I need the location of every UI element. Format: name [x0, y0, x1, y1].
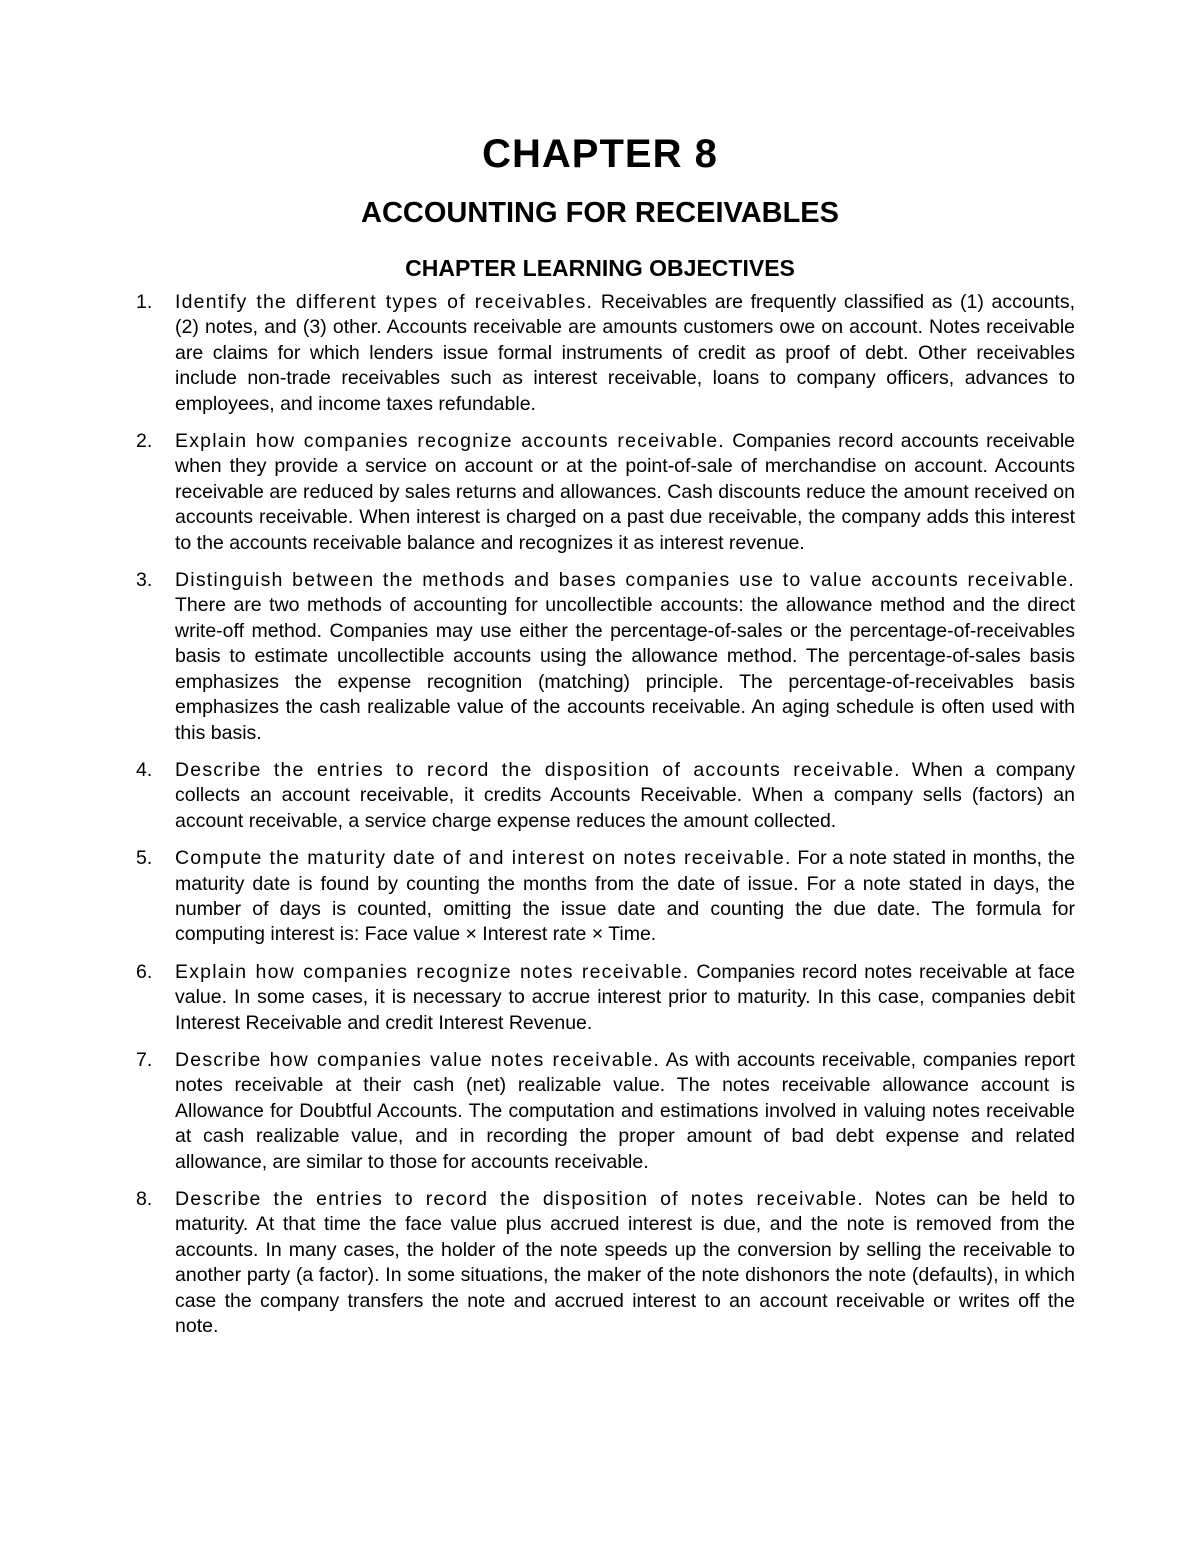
objective-item [130, 846, 1075, 948]
objective-item [130, 290, 1075, 417]
objective-text: Notes can be held to maturity. At that time the face value plus accrued interest is due, and the note is removed from the accounts. In many cases, the holder of the note speeds up the conversion by selling the receivable to another party (a factor). In some situations, the maker of the note dishonors the note (defaults), in which case the company transfers the note and accrued interest to an account receivable or writes off the note. [175, 1188, 1075, 1338]
objective-item [130, 568, 1075, 746]
objective-item [130, 1048, 1075, 1175]
objective-item [130, 1187, 1075, 1339]
objective-lead: Explain how companies recognize accounts receivable. [175, 430, 725, 453]
objective-number: 5. [136, 847, 153, 870]
chapter-subtitle: ACCOUNTING FOR RECEIVABLES [361, 197, 839, 229]
objective-text: Companies record accounts receivable when they provide a service on account or at the point-of-sale of merchandise on account. Accounts receivable are reduced by sales returns and allowances. Cash discounts reduce the amount received on accounts receivable. When interest is charged on a past due receivable, the company adds this interest to the accounts receivable balance and recognizes it as interest revenue. [175, 430, 1075, 554]
chapter-title: CHAPTER 8 [482, 132, 718, 176]
objective-lead: Describe the entries to record the disposition of accounts receivable. [175, 758, 901, 781]
objective-text: As with accounts receivable, companies report notes receivable at their cash (net) realizable value. The notes receivable allowance account is Allowance for Doubtful Accounts. The computation and estimations involved in valuing notes receivable at cash realizable value, and in recording the proper amount of bad debt expense and related allowance, are similar to those for accounts receivable. [175, 1048, 1075, 1173]
objective-number: 1. [136, 291, 153, 313]
objective-number: 6. [136, 960, 153, 983]
objective-number: 4. [136, 758, 153, 781]
objective-lead: Compute the maturity date of and interest on notes receivable. [175, 847, 792, 870]
objective-number: 8. [136, 1188, 153, 1210]
objective-lead: Explain how companies recognize notes receivable. [175, 960, 690, 983]
objective-number: 7. [136, 1048, 153, 1071]
objective-item [130, 429, 1075, 556]
objectives-list [130, 290, 1075, 1351]
objective-text: Companies record notes receivable at face value. In some cases, it is necessary to accrue interest prior to maturity. In this case, companies debit Interest Receivable and credit Interest Revenue. [175, 960, 1075, 1034]
objective-number: 3. [136, 569, 153, 592]
section-heading: CHAPTER LEARNING OBJECTIVES [405, 255, 795, 281]
objective-lead: Describe the entries to record the disposition of notes receivable. [175, 1188, 864, 1210]
objective-text: Receivables are frequently classified as (1) accounts, (2) notes, and (3) other. Accounts receivable are amounts customers owe on account. Notes receivable are claims for which lenders issue formal instruments of credit as proof of debt. Other receivables include non-trade receivables such as interest receivable, loans to company officers, advances to employees, and income taxes refundable. [175, 291, 1075, 415]
objective-text: There are two methods of accounting for uncollectible accounts: the allowance method and the direct write-off method. Companies may use either the percentage-of-sales or the percentage-of-receivables basis to estimate uncollectible accounts using the allowance method. The percentage-of-sales basis emphasizes the expense recognition (matching) principle. The percentage-of-receivables basis emphasizes the cash realizable value of the accounts receivable. An aging schedule is often used with this basis. [175, 594, 1075, 744]
objective-item [130, 960, 1075, 1036]
objective-text: For a note stated in months, the maturity date is found by counting the months from the date of issue. For a note stated in days, the number of days is counted, omitting the issue date and counting the due date. The formula for computing interest is: Face value × Interest rate × Time. [175, 847, 1075, 946]
objective-text: When a company collects an account receivable, it credits Accounts Receivable. When a company sells (factors) an account receivable, a service charge expense reduces the amount collected. [175, 758, 1075, 832]
objective-number: 2. [136, 430, 153, 453]
objective-lead: Describe how companies value notes receivable. [175, 1048, 661, 1071]
objective-lead: Distinguish between the methods and bases companies use to value accounts receivable. [175, 569, 1075, 592]
objective-lead: Identify the different types of receivables. [175, 291, 594, 313]
objective-item [130, 758, 1075, 834]
